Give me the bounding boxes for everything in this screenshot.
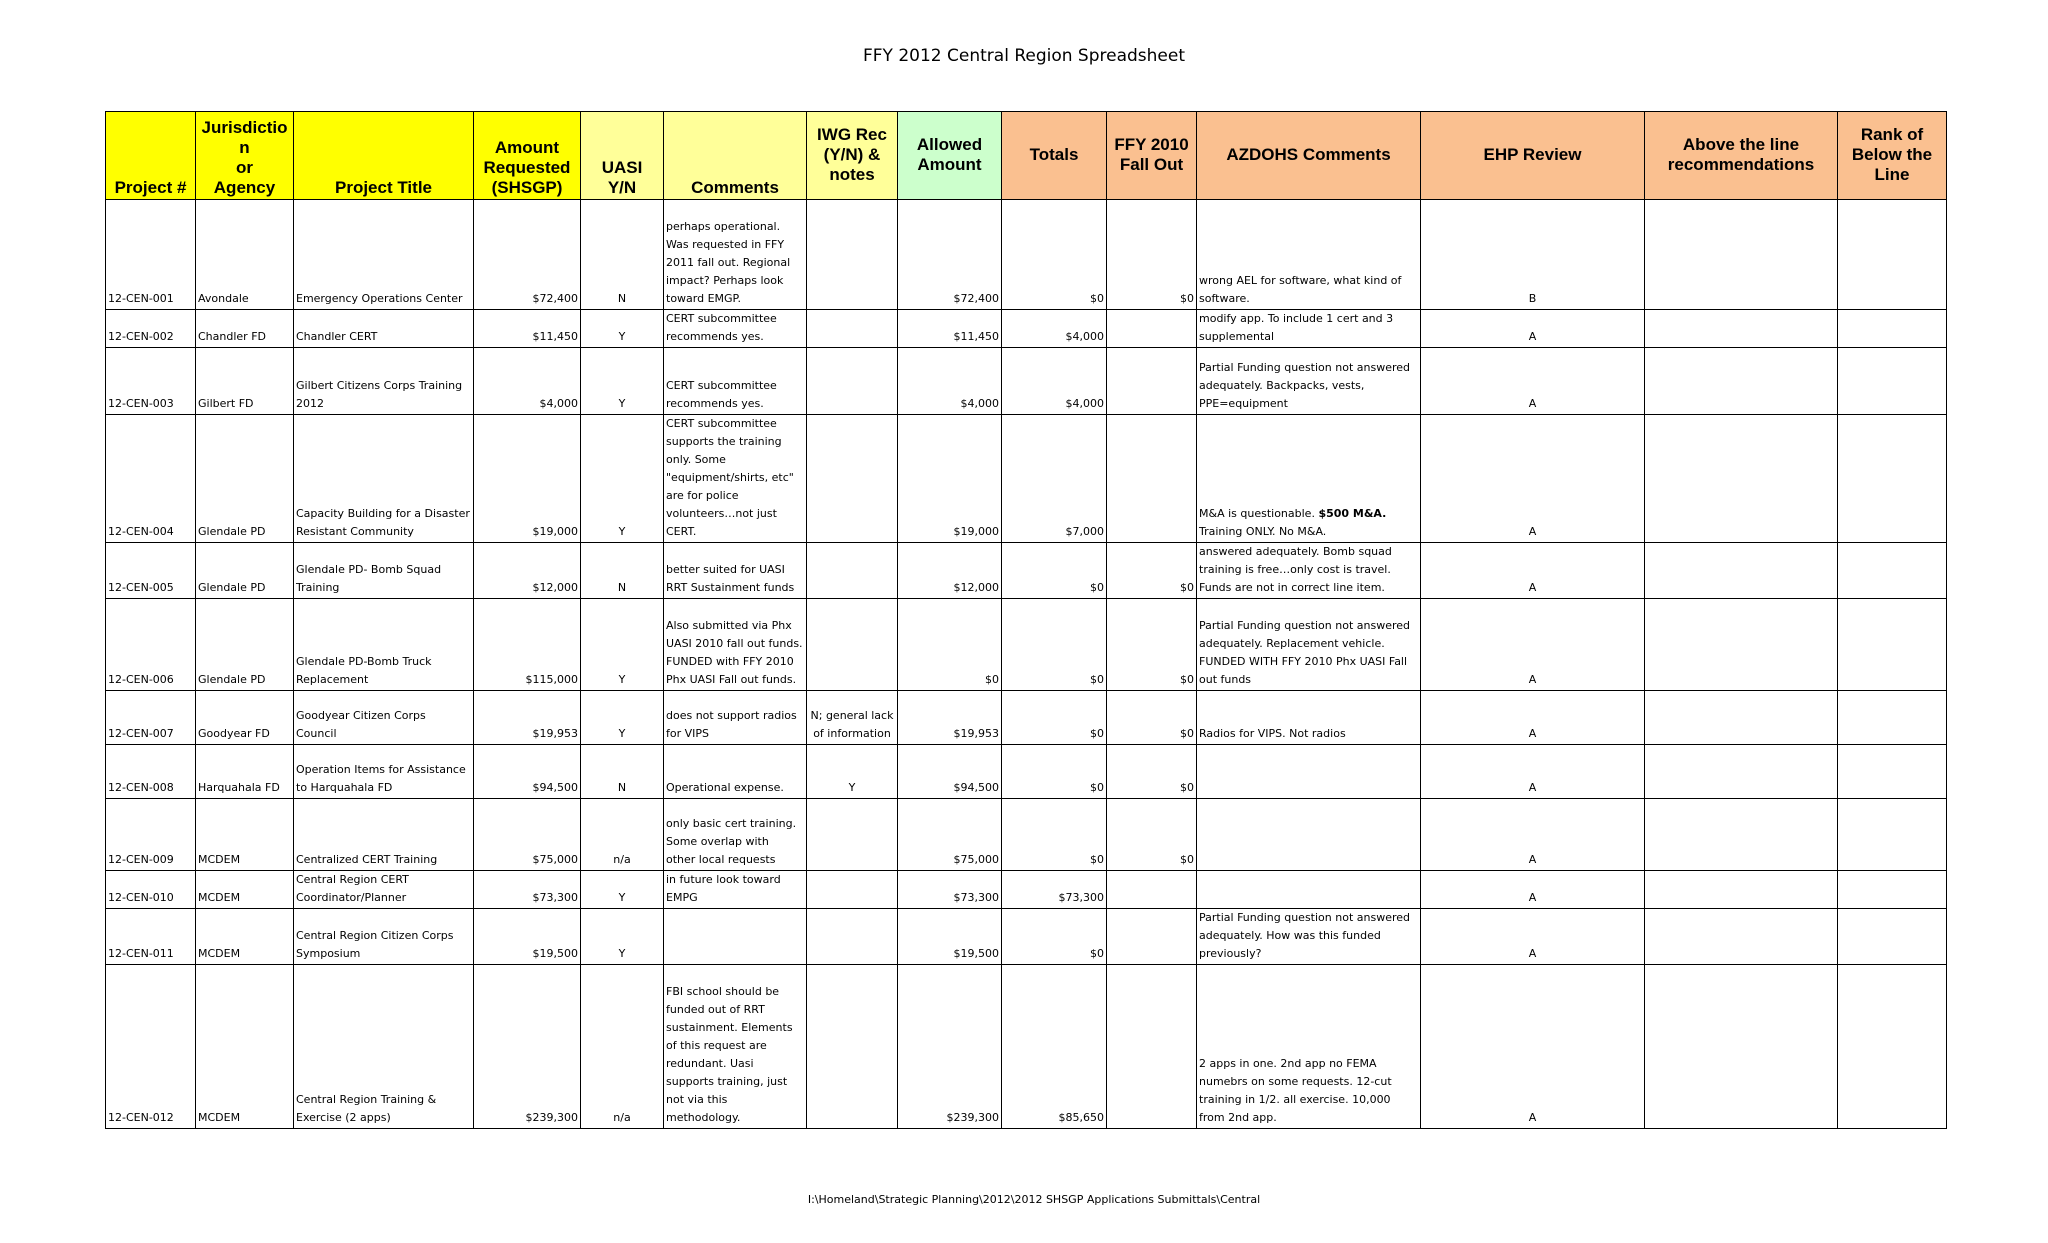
cell-allowed-amount: $4,000	[898, 348, 1002, 415]
cell-uasi: Y	[581, 599, 664, 691]
cell-allowed-amount: $73,300	[898, 871, 1002, 909]
cell-ffy-2010-fall-out	[1107, 310, 1197, 348]
cell-rank-below-line	[1838, 965, 1947, 1129]
cell-uasi: N	[581, 200, 664, 310]
cell-comments: CERT subcommittee recommends yes.	[664, 310, 807, 348]
cell-totals: $0	[1002, 745, 1107, 799]
cell-project-no: 12-CEN-007	[106, 691, 196, 745]
cell-comments: FBI school should be funded out of RRT sustainment. Elements of this request are redundant. Uasi supports training, just not via this methodology.	[664, 965, 807, 1129]
azdohs-comment-bold: $500 M&A.	[1318, 507, 1387, 520]
header-allowed-amount: Allowed Amount	[898, 112, 1002, 200]
header-totals: Totals	[1002, 112, 1107, 200]
cell-uasi: Y	[581, 909, 664, 965]
cell-rank-below-line	[1838, 543, 1947, 599]
cell-ffy-2010-fall-out	[1107, 965, 1197, 1129]
cell-above-line	[1645, 965, 1838, 1129]
cell-azdohs-comments	[1197, 799, 1421, 871]
header-uasi: UASI Y/N	[581, 112, 664, 200]
cell-project-title: Goodyear Citizen Corps Council	[294, 691, 474, 745]
cell-amount-requested: $11,450	[474, 310, 581, 348]
cell-project-title: Gilbert Citizens Corps Training 2012	[294, 348, 474, 415]
cell-rank-below-line	[1838, 745, 1947, 799]
cell-azdohs-comments: wrong AEL for software, what kind of software.	[1197, 200, 1421, 310]
cell-jurisdiction: Harquahala FD	[196, 745, 294, 799]
cell-uasi: Y	[581, 871, 664, 909]
cell-jurisdiction: Chandler FD	[196, 310, 294, 348]
cell-totals: $0	[1002, 909, 1107, 965]
table-row	[106, 310, 1947, 348]
table-row	[106, 965, 1947, 1129]
cell-comments: only basic cert training. Some overlap with other local requests	[664, 799, 807, 871]
header-ehp-review: EHP Review	[1421, 112, 1645, 200]
cell-above-line	[1645, 871, 1838, 909]
cell-azdohs-comments: modify app. To include 1 cert and 3 supplemental	[1197, 310, 1421, 348]
cell-allowed-amount: $19,500	[898, 909, 1002, 965]
cell-iwg-rec: N; general lack of information	[807, 691, 898, 745]
cell-comments: better suited for UASI RRT Sustainment funds	[664, 543, 807, 599]
cell-allowed-amount: $94,500	[898, 745, 1002, 799]
table-row	[106, 348, 1947, 415]
cell-rank-below-line	[1838, 799, 1947, 871]
cell-project-title: Glendale PD- Bomb Squad Training	[294, 543, 474, 599]
cell-ehp-review: A	[1421, 799, 1645, 871]
cell-rank-below-line	[1838, 871, 1947, 909]
cell-jurisdiction: MCDEM	[196, 965, 294, 1129]
cell-totals: $7,000	[1002, 415, 1107, 543]
cell-jurisdiction: MCDEM	[196, 871, 294, 909]
cell-ehp-review: A	[1421, 871, 1645, 909]
cell-comments: Operational expense.	[664, 745, 807, 799]
cell-jurisdiction: Glendale PD	[196, 599, 294, 691]
cell-rank-below-line	[1838, 310, 1947, 348]
header-amount-requested: Amount Requested (SHSGP)	[474, 112, 581, 200]
cell-allowed-amount: $75,000	[898, 799, 1002, 871]
cell-amount-requested: $239,300	[474, 965, 581, 1129]
cell-azdohs-comments	[1197, 415, 1421, 543]
header-iwg-rec: IWG Rec (Y/N) & notes	[807, 112, 898, 200]
cell-project-title: Operation Items for Assistance to Harquahala FD	[294, 745, 474, 799]
cell-totals: $0	[1002, 200, 1107, 310]
cell-totals: $4,000	[1002, 310, 1107, 348]
cell-ffy-2010-fall-out: $0	[1107, 799, 1197, 871]
cell-ffy-2010-fall-out	[1107, 909, 1197, 965]
azdohs-comment-text: M&A is questionable.	[1199, 507, 1319, 520]
cell-allowed-amount: $19,953	[898, 691, 1002, 745]
cell-totals: $85,650	[1002, 965, 1107, 1129]
cell-iwg-rec	[807, 415, 898, 543]
cell-ffy-2010-fall-out	[1107, 415, 1197, 543]
cell-allowed-amount: $0	[898, 599, 1002, 691]
cell-ehp-review: A	[1421, 909, 1645, 965]
cell-allowed-amount: $12,000	[898, 543, 1002, 599]
cell-ffy-2010-fall-out: $0	[1107, 200, 1197, 310]
cell-ehp-review: A	[1421, 745, 1645, 799]
cell-iwg-rec	[807, 310, 898, 348]
file-path-footer: I:\Homeland\Strategic Planning\2012\2012 SHSGP Applications Submittals\Central	[807, 1193, 1261, 1206]
cell-iwg-rec	[807, 965, 898, 1129]
cell-allowed-amount: $72,400	[898, 200, 1002, 310]
cell-project-title: Glendale PD-Bomb Truck Replacement	[294, 599, 474, 691]
cell-ffy-2010-fall-out	[1107, 348, 1197, 415]
cell-totals: $0	[1002, 691, 1107, 745]
cell-project-no: 12-CEN-004	[106, 415, 196, 543]
cell-uasi: n/a	[581, 965, 664, 1129]
cell-comments: CERT subcommittee recommends yes.	[664, 348, 807, 415]
cell-amount-requested: $73,300	[474, 871, 581, 909]
cell-project-title: Emergency Operations Center	[294, 200, 474, 310]
cell-amount-requested: $4,000	[474, 348, 581, 415]
cell-iwg-rec	[807, 348, 898, 415]
cell-above-line	[1645, 745, 1838, 799]
table-row	[106, 415, 1947, 543]
cell-project-title: Central Region CERT Coordinator/Planner	[294, 871, 474, 909]
cell-iwg-rec	[807, 871, 898, 909]
cell-amount-requested: $72,400	[474, 200, 581, 310]
cell-project-title: Centralized CERT Training	[294, 799, 474, 871]
cell-ehp-review: A	[1421, 543, 1645, 599]
azdohs-comment-tail: Training ONLY. No M&A.	[1199, 525, 1327, 538]
cell-comments: CERT subcommittee supports the training only. Some "equipment/shirts, etc" are for police volunteers…not just CERT.	[664, 415, 807, 543]
cell-above-line	[1645, 691, 1838, 745]
table-row	[106, 543, 1947, 599]
cell-azdohs-comments: Partial Funding question not answered adequately. Replacement vehicle. FUNDED WITH FFY 2010 Phx UASI Fall out funds	[1197, 599, 1421, 691]
cell-project-no: 12-CEN-011	[106, 909, 196, 965]
cell-rank-below-line	[1838, 200, 1947, 310]
cell-above-line	[1645, 310, 1838, 348]
cell-amount-requested: $19,953	[474, 691, 581, 745]
cell-ehp-review: B	[1421, 200, 1645, 310]
cell-project-no: 12-CEN-012	[106, 965, 196, 1129]
cell-totals: $0	[1002, 599, 1107, 691]
cell-rank-below-line	[1838, 415, 1947, 543]
header-comments: Comments	[664, 112, 807, 200]
header-project-no: Project #	[106, 112, 196, 200]
cell-project-title: Capacity Building for a Disaster Resistant Community	[294, 415, 474, 543]
cell-above-line	[1645, 799, 1838, 871]
cell-ffy-2010-fall-out: $0	[1107, 691, 1197, 745]
cell-project-no: 12-CEN-008	[106, 745, 196, 799]
cell-iwg-rec	[807, 543, 898, 599]
cell-totals: $0	[1002, 799, 1107, 871]
cell-ehp-review: A	[1421, 310, 1645, 348]
cell-totals: $73,300	[1002, 871, 1107, 909]
cell-jurisdiction: Glendale PD	[196, 543, 294, 599]
cell-amount-requested: $94,500	[474, 745, 581, 799]
cell-project-no: 12-CEN-002	[106, 310, 196, 348]
cell-ehp-review: A	[1421, 691, 1645, 745]
cell-azdohs-comments: answered adequately. Bomb squad training is free…only cost is travel. Funds are not in correct line item.	[1197, 543, 1421, 599]
table-row	[106, 799, 1947, 871]
cell-project-no: 12-CEN-010	[106, 871, 196, 909]
cell-uasi: Y	[581, 310, 664, 348]
cell-jurisdiction: MCDEM	[196, 799, 294, 871]
cell-comments: in future look toward EMPG	[664, 871, 807, 909]
cell-jurisdiction: Gilbert FD	[196, 348, 294, 415]
header-jurisdiction: Jurisdictio n or Agency	[196, 112, 294, 200]
cell-ffy-2010-fall-out: $0	[1107, 543, 1197, 599]
cell-iwg-rec	[807, 599, 898, 691]
cell-jurisdiction: Glendale PD	[196, 415, 294, 543]
cell-allowed-amount: $239,300	[898, 965, 1002, 1129]
cell-comments: Also submitted via Phx UASI 2010 fall out funds. FUNDED with FFY 2010 Phx UASI Fall out funds.	[664, 599, 807, 691]
cell-project-title: Central Region Training & Exercise (2 apps)	[294, 965, 474, 1129]
page-title: FFY 2012 Central Region Spreadsheet	[863, 46, 1185, 66]
header-azdohs-comments: AZDOHS Comments	[1197, 112, 1421, 200]
cell-amount-requested: $19,500	[474, 909, 581, 965]
cell-comments: perhaps operational. Was requested in FFY 2011 fall out. Regional impact? Perhaps look toward EMGP.	[664, 200, 807, 310]
cell-ehp-review: A	[1421, 965, 1645, 1129]
cell-allowed-amount: $19,000	[898, 415, 1002, 543]
table-row	[106, 909, 1947, 965]
cell-azdohs-comments: Partial Funding question not answered adequately. Backpacks, vests, PPE=equipment	[1197, 348, 1421, 415]
table-row	[106, 745, 1947, 799]
cell-amount-requested: $115,000	[474, 599, 581, 691]
cell-ehp-review: A	[1421, 415, 1645, 543]
cell-above-line	[1645, 415, 1838, 543]
cell-totals: $4,000	[1002, 348, 1107, 415]
cell-azdohs-comments: Partial Funding question not answered adequately. How was this funded previously?	[1197, 909, 1421, 965]
cell-jurisdiction: Avondale	[196, 200, 294, 310]
table-row	[106, 691, 1947, 745]
cell-uasi: Y	[581, 691, 664, 745]
cell-project-no: 12-CEN-001	[106, 200, 196, 310]
cell-azdohs-comments: 2 apps in one. 2nd app no FEMA numebrs on some requests. 12-cut training in 1/2. all exercise. 10,000 from 2nd app.	[1197, 965, 1421, 1129]
cell-project-no: 12-CEN-006	[106, 599, 196, 691]
table-row	[106, 871, 1947, 909]
header-project-title: Project Title	[294, 112, 474, 200]
cell-comments	[664, 909, 807, 965]
cell-amount-requested: $12,000	[474, 543, 581, 599]
cell-azdohs-comments	[1197, 871, 1421, 909]
cell-totals: $0	[1002, 543, 1107, 599]
cell-iwg-rec	[807, 799, 898, 871]
header-rank-below-line: Rank of Below the Line	[1838, 112, 1947, 200]
cell-uasi: N	[581, 543, 664, 599]
cell-ffy-2010-fall-out	[1107, 871, 1197, 909]
cell-project-no: 12-CEN-003	[106, 348, 196, 415]
cell-project-no: 12-CEN-009	[106, 799, 196, 871]
cell-allowed-amount: $11,450	[898, 310, 1002, 348]
cell-ehp-review: A	[1421, 348, 1645, 415]
cell-above-line	[1645, 200, 1838, 310]
cell-jurisdiction: MCDEM	[196, 909, 294, 965]
cell-uasi: n/a	[581, 799, 664, 871]
central-region-spreadsheet	[105, 111, 1947, 1129]
cell-uasi: N	[581, 745, 664, 799]
cell-uasi: Y	[581, 348, 664, 415]
cell-above-line	[1645, 543, 1838, 599]
cell-rank-below-line	[1838, 599, 1947, 691]
header-ffy-2010-fall-out: FFY 2010 Fall Out	[1107, 112, 1197, 200]
cell-jurisdiction: Goodyear FD	[196, 691, 294, 745]
cell-project-title: Central Region Citizen Corps Symposium	[294, 909, 474, 965]
cell-above-line	[1645, 599, 1838, 691]
cell-amount-requested: $75,000	[474, 799, 581, 871]
cell-iwg-rec: Y	[807, 745, 898, 799]
cell-iwg-rec	[807, 200, 898, 310]
cell-rank-below-line	[1838, 348, 1947, 415]
header-above-line: Above the line recommendations	[1645, 112, 1838, 200]
cell-above-line	[1645, 348, 1838, 415]
cell-ehp-review: A	[1421, 599, 1645, 691]
cell-above-line	[1645, 909, 1838, 965]
cell-azdohs-comments	[1197, 745, 1421, 799]
cell-rank-below-line	[1838, 691, 1947, 745]
cell-iwg-rec	[807, 909, 898, 965]
table-row	[106, 599, 1947, 691]
cell-azdohs-comments: Radios for VIPS. Not radios	[1197, 691, 1421, 745]
cell-amount-requested: $19,000	[474, 415, 581, 543]
cell-rank-below-line	[1838, 909, 1947, 965]
cell-ffy-2010-fall-out: $0	[1107, 599, 1197, 691]
cell-project-title: Chandler CERT	[294, 310, 474, 348]
cell-ffy-2010-fall-out: $0	[1107, 745, 1197, 799]
cell-uasi: Y	[581, 415, 664, 543]
cell-comments: does not support radios for VIPS	[664, 691, 807, 745]
cell-project-no: 12-CEN-005	[106, 543, 196, 599]
table-row	[106, 200, 1947, 310]
header-row	[106, 112, 1947, 200]
